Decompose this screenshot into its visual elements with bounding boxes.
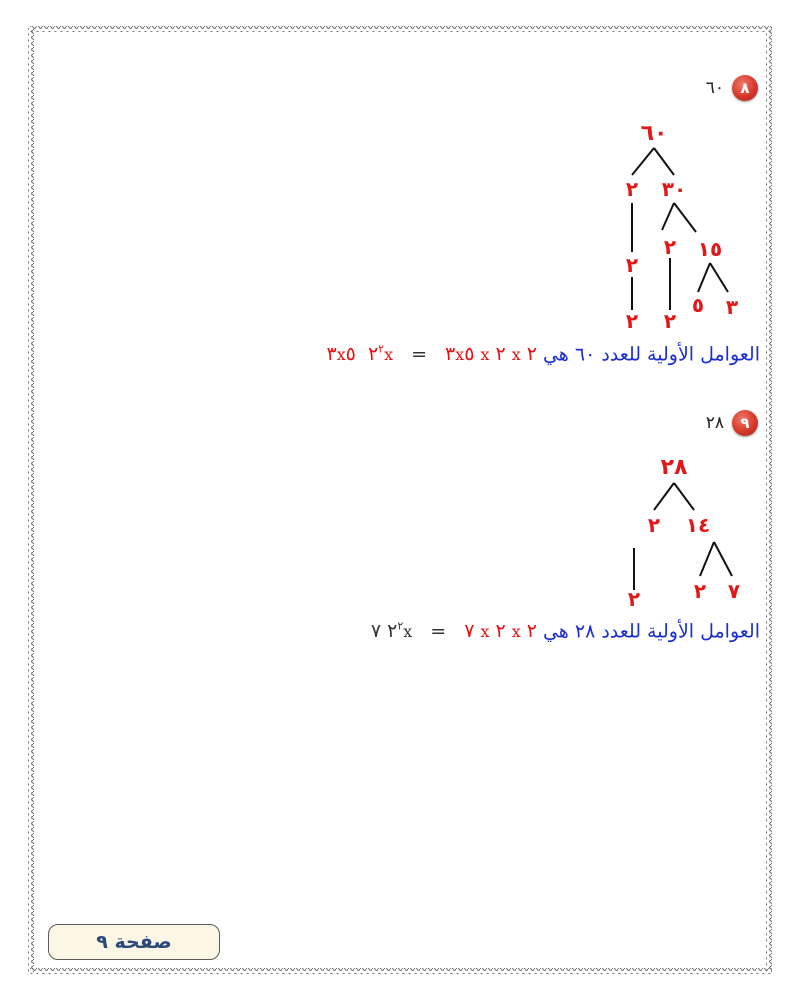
tree-node: ٧ [727, 579, 741, 603]
tree-branch [710, 263, 728, 292]
tree-branch [632, 148, 654, 175]
problem-9-header [706, 410, 758, 436]
tree-branch [654, 483, 674, 510]
tree-node: ٢٨ [660, 455, 688, 480]
tree-branch [714, 542, 732, 576]
problem-number-badge: ٨ [732, 75, 758, 101]
tree-branch [654, 148, 674, 175]
answer-compact: $٢^٢x$ ٣x٥ [326, 343, 394, 366]
problem-number-value: ٢٨ [705, 413, 724, 433]
tree-node: ٢ [663, 235, 677, 259]
equals-sign: = [430, 620, 447, 643]
tree-node: ٢ [625, 177, 639, 201]
tree-node: ١٤ [685, 513, 711, 537]
tree-node: ٢ [625, 253, 639, 277]
tree-node: ٥ [691, 293, 705, 317]
problem-number-badge: ٩ [732, 410, 758, 436]
answer-expanded: ٢ x ٢ x ٧ [464, 620, 537, 643]
tree-branch [674, 483, 694, 510]
answer-prefix: العوامل الأولية للعدد ٢٨ هي [542, 620, 760, 643]
problem-number-value: ٦٠ [705, 78, 724, 98]
answer-line-28 [371, 620, 760, 642]
tree-branch [698, 263, 710, 292]
tree-node: ٢ [663, 309, 677, 330]
factor-tree-60 [610, 120, 750, 330]
answer-expanded: ٢ x ٢ x ٣x٥ [445, 343, 537, 366]
equals-sign: = [411, 343, 427, 366]
tree-node: ٣٠ [661, 177, 687, 201]
tree-branch [700, 542, 714, 576]
answer-line-60 [326, 343, 760, 365]
answer-compact: $٢^٢x$ ٧ [370, 620, 413, 643]
tree-node: ٢ [625, 309, 639, 330]
factor-tree-28 [610, 448, 750, 608]
tree-branch [662, 203, 674, 230]
problem-8-header [706, 75, 758, 101]
tree-node: ٢ [647, 513, 661, 537]
page-number-tab: صفحة ٩ [48, 924, 220, 960]
tree-branch [674, 203, 696, 232]
answer-prefix: العوامل الأولية للعدد ٦٠ هي [542, 343, 760, 366]
tree-node: ١٥ [697, 237, 723, 261]
tree-node: ٢ [693, 579, 707, 603]
tree-node: ٢ [627, 587, 641, 608]
tree-node: ٣ [725, 295, 739, 319]
tree-node: ٦٠ [640, 121, 668, 146]
